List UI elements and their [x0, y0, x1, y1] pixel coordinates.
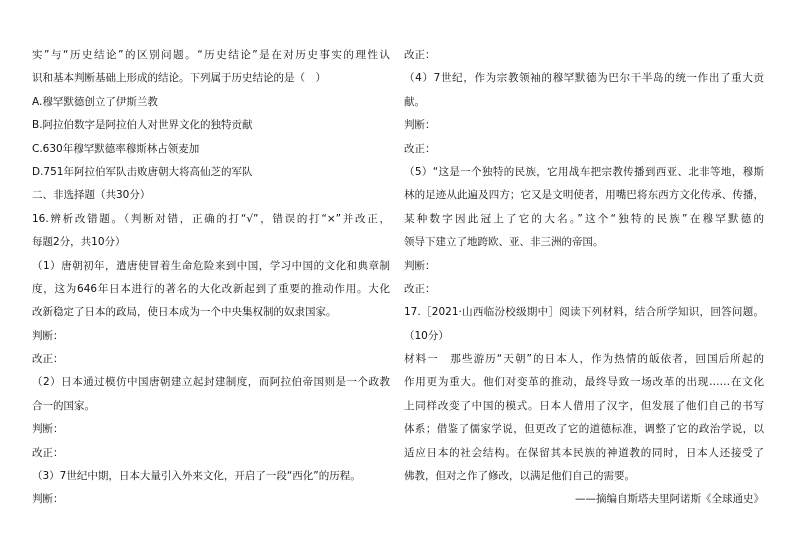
judge-label: 判断：: [404, 259, 436, 272]
text-line: 每题2分，共10分）: [32, 236, 126, 249]
material-text: 作用更为重大。他们对变革的推动，最终导致一场改革的出现……在文化: [404, 376, 764, 389]
option-a: A.穆罕默德创立了伊斯兰教: [32, 95, 158, 108]
text-line: 林的足迹从此遍及四方；它又是文明使者，用嘴巴将东西方文化传承、传播，: [404, 189, 764, 202]
text-line: 某种数字因此冠上了它的大名。”这个“独特的民族”在穆罕默德的: [404, 212, 764, 225]
judge-label: 判断：: [32, 329, 64, 342]
material-text: 佛教，但对之作了修改，以满足他们自己的需要。: [404, 470, 635, 483]
text-line: 度，这为646年日本进行的著名的大化改新起到了重要的推动作用。大化: [32, 282, 390, 295]
text-line: （3）7世纪中期，日本大量引入外来文化，开启了一段“西化”的历程。: [32, 470, 361, 483]
correct-label: 改正：: [32, 353, 64, 366]
text-line: （10分）: [404, 329, 449, 342]
text-line: （1）唐朝初年，遣唐使冒着生命危险来到中国，学习中国的文化和典章制: [32, 259, 390, 272]
material-text: 上同样改变了中国的模式。日本人借用了汉字，但发展了他们自己的书写: [404, 399, 764, 412]
text-line: 实”与“历史结论”的区别问题。“历史结论”是在对历史事实的理性认: [32, 49, 390, 61]
judge-label: 判断：: [404, 119, 436, 132]
question-17-stem: 17.［2021·山西临汾校级期中］阅读下列材料，结合所学知识，回答问题。: [404, 306, 764, 319]
text-line: 领导下建立了地跨欧、亚、非三洲的帝国。: [404, 236, 604, 249]
section-heading: 二、非选择题（共30分）: [32, 189, 151, 202]
text-line: 合一的国家。: [32, 399, 95, 412]
correct-label: 改正：: [404, 49, 436, 61]
text-line: （4）7世纪，作为宗教领袖的穆罕默德为巴尔干半岛的统一作出了重大贡: [404, 72, 764, 85]
text-line: （5）“这是一个独特的民族，它用战车把宗教传播到西亚、北非等地，穆斯: [404, 165, 764, 178]
option-b: B.阿拉伯数字是阿拉伯人对世界文化的独特贡献: [32, 119, 253, 132]
judge-label: 判断：: [32, 423, 64, 436]
option-d: D.751年阿拉伯军队击败唐朝大将高仙芝的军队: [32, 165, 253, 178]
correct-label: 改正：: [404, 282, 436, 295]
left-column: [32, 44, 390, 512]
judge-label: 判断：: [32, 493, 64, 506]
text-line: 改新稳定了日本的政局，使日本成为一个中央集权制的奴隶国家。: [32, 306, 337, 319]
material-text: 材料一 那些游历“天朝”的日本人，作为热情的皈依者，回国后所起的: [404, 353, 764, 366]
option-c: C.630年穆罕默德率穆斯林占领麦加: [32, 142, 200, 155]
text-line: 献。: [404, 95, 425, 108]
correct-label: 改正：: [32, 446, 64, 459]
material-text: 适应日本的社会结构。在保留其本民族的神道教的同时，日本人还接受了: [404, 446, 764, 459]
text-line: 识和基本判断基础上形成的结论。下列属于历史结论的是（ ）: [32, 72, 326, 85]
right-column: [404, 44, 764, 512]
question-16-stem: 16.辨析改错题。（判断对错，正确的打“√”，错误的打“×”并改正，: [32, 212, 390, 225]
citation: ——摘编自斯塔夫里阿诺斯《全球通史》: [575, 493, 764, 506]
material-text: 体系；借鉴了儒家学说，但更改了它的道德标准，调整了它的政治学说，以: [404, 423, 764, 436]
text-line: （2）日本通过模仿中国唐朝建立起封建制度，而阿拉伯帝国则是一个政教: [32, 376, 390, 389]
correct-label: 改正：: [404, 142, 436, 155]
